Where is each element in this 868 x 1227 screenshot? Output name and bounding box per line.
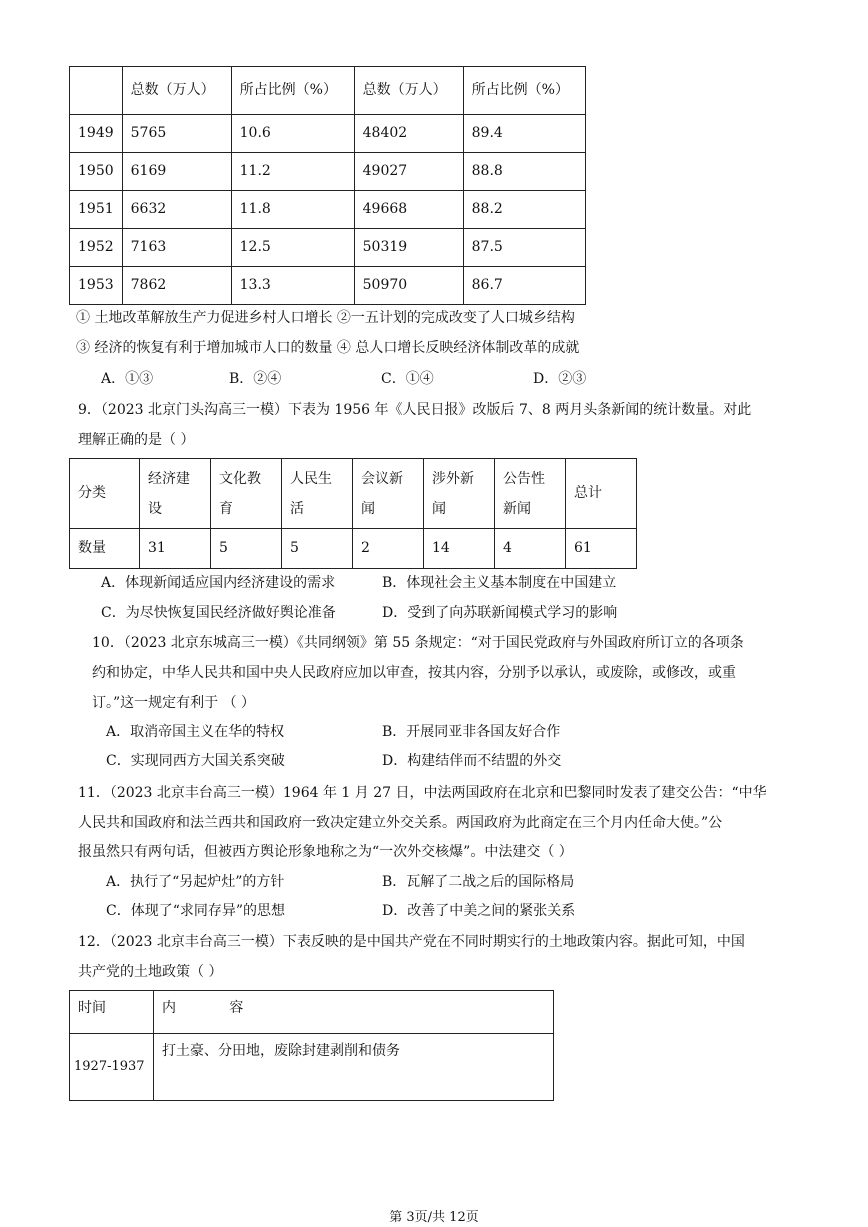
table-cell: 涉外新闻 xyxy=(424,459,495,529)
table-cell: 12.5 xyxy=(231,229,354,267)
table-cell: 89.4 xyxy=(463,115,585,153)
table-header-row xyxy=(70,67,586,115)
table-cell: 经济建设 xyxy=(140,459,211,529)
q10-option-d[interactable]: D．构建结伴而不结盟的外交 xyxy=(382,753,562,769)
table-cell: 87.5 xyxy=(463,229,585,267)
table-cell: 1950 xyxy=(70,153,123,191)
q9-stem-line-1: 9．（2023 北京门头沟高三一模）下表为 1956 年《人民日报》改版后 7、8 两月头条新闻的统计数量。对此 xyxy=(78,402,752,418)
table-cell: 公告性新闻 xyxy=(495,459,566,529)
q11-stem-line-2: 人民共和国政府和法兰西共和国政府一致决定建立外交关系。两国政府为此商定在三个月内任命大使。”公 xyxy=(78,815,723,831)
table-cell: 数量 xyxy=(70,529,140,569)
q8-option-a[interactable]: A．①③ xyxy=(101,371,154,387)
table-cell: 14 xyxy=(424,529,495,569)
q9-option-b[interactable]: B．体现社会主义基本制度在中国建立 xyxy=(382,575,617,591)
table-cell: 总计 xyxy=(566,459,637,529)
q11-option-d[interactable]: D．改善了中美之间的紧张关系 xyxy=(382,903,576,919)
table-row xyxy=(70,191,586,229)
table-cell: 内 容 xyxy=(154,991,554,1034)
table-cell: 分类 xyxy=(70,459,140,529)
land-policy-table xyxy=(69,990,554,1101)
table-row xyxy=(70,153,586,191)
q10-stem-line-2: 约和协定，中华人民共和国中央人民政府应加以审查，按其内容，分别予以承认，或废除，或修改，或重 xyxy=(92,665,736,681)
table-row xyxy=(70,229,586,267)
q12-stem-line-2: 共产党的土地政策（ ） xyxy=(78,964,223,980)
table-cell: 1949 xyxy=(70,115,123,153)
table-cell: 所占比例（%） xyxy=(463,67,585,115)
table-cell: 6169 xyxy=(122,153,231,191)
q12-stem-line-1: 12．（2023 北京丰台高三一模）下表反映的是中国共产党在不同时期实行的土地政策内容。据此可知，中国 xyxy=(78,934,745,950)
table-cell: 所占比例（%） xyxy=(231,67,354,115)
table-cell: 6632 xyxy=(122,191,231,229)
page-number: 第 3页/共 12页 xyxy=(389,1210,479,1225)
population-table xyxy=(69,66,586,305)
q8-option-b[interactable]: B．②④ xyxy=(229,371,282,387)
table-cell: 10.6 xyxy=(231,115,354,153)
table-cell: 48402 xyxy=(354,115,463,153)
q10-option-b[interactable]: B．开展同亚非各国友好合作 xyxy=(382,724,561,740)
q9-option-d[interactable]: D．受到了向苏联新闻模式学习的影响 xyxy=(382,605,618,621)
table-cell: 2 xyxy=(353,529,424,569)
table-cell xyxy=(70,67,123,115)
table-cell: 5 xyxy=(211,529,282,569)
table-cell: 5765 xyxy=(122,115,231,153)
table-cell: 88.2 xyxy=(463,191,585,229)
table-cell: 4 xyxy=(495,529,566,569)
table-cell: 7862 xyxy=(122,267,231,305)
q10-stem-line-3: 订。”这一规定有利于 （ ） xyxy=(92,695,256,711)
q11-option-c[interactable]: C．体现了“求同存异”的思想 xyxy=(106,903,286,919)
q8-statement-1: ① 土地改革解放生产力促进乡村人口增长 ②一五计划的完成改变了人口城乡结构 xyxy=(76,310,575,326)
table-header-row xyxy=(70,459,637,529)
table-cell: 时间 xyxy=(70,991,154,1034)
q9-option-a[interactable]: A．体现新闻适应国内经济建设的需求 xyxy=(101,575,336,591)
q10-stem-line-1: 10．（2023 北京东城高三一模）《共同纲领》第 55 条规定：“对于国民党政府与外国政府所订立的各项条 xyxy=(92,635,744,651)
table-cell: 31 xyxy=(140,529,211,569)
table-cell: 1953 xyxy=(70,267,123,305)
table-cell: 11.2 xyxy=(231,153,354,191)
table-row xyxy=(70,1034,554,1101)
table-cell: 61 xyxy=(566,529,637,569)
q11-stem-line-1: 11．（2023 北京丰台高三一模）1964 年 1 月 27 日，中法两国政府在北京和巴黎同时发表了建交公告：“中华 xyxy=(78,785,767,801)
table-cell: 总数（万人） xyxy=(122,67,231,115)
table-cell: 会议新闻 xyxy=(353,459,424,529)
q11-stem-line-3: 报虽然只有两句话，但被西方舆论形象地称之为“一次外交核爆”。中法建交（ ） xyxy=(78,844,573,860)
table-cell: 总数（万人） xyxy=(354,67,463,115)
table-cell: 打土豪、分田地，废除封建剥削和债务 xyxy=(154,1034,554,1101)
table-cell: 1951 xyxy=(70,191,123,229)
q11-option-b[interactable]: B．瓦解了二战之后的国际格局 xyxy=(382,874,575,890)
q10-option-a[interactable]: A．取消帝国主义在华的特权 xyxy=(106,724,285,740)
news-stats-table xyxy=(69,458,637,569)
q9-option-c[interactable]: C．为尽快恢复国民经济做好舆论准备 xyxy=(101,605,336,621)
table-cell: 5 xyxy=(282,529,353,569)
table-cell: 1952 xyxy=(70,229,123,267)
q11-option-a[interactable]: A．执行了“另起炉灶”的方针 xyxy=(106,874,285,890)
table-cell: 文化教育 xyxy=(211,459,282,529)
table-cell: 49027 xyxy=(354,153,463,191)
table-cell: 88.8 xyxy=(463,153,585,191)
q9-stem-line-2: 理解正确的是（ ） xyxy=(78,432,195,448)
table-cell: 50970 xyxy=(354,267,463,305)
q10-option-c[interactable]: C．实现同西方大国关系突破 xyxy=(106,753,285,769)
q8-statement-2: ③ 经济的恢复有利于增加城市人口的数量 ④ 总人口增长反映经济体制改革的成就 xyxy=(76,340,580,356)
table-cell: 50319 xyxy=(354,229,463,267)
q8-option-c[interactable]: C．①④ xyxy=(381,371,434,387)
table-header-row xyxy=(70,991,554,1034)
table-cell: 49668 xyxy=(354,191,463,229)
table-cell: 1927-1937 xyxy=(70,1034,154,1101)
table-cell: 11.8 xyxy=(231,191,354,229)
table-cell: 86.7 xyxy=(463,267,585,305)
table-row xyxy=(70,529,637,569)
table-cell: 13.3 xyxy=(231,267,354,305)
q8-option-d[interactable]: D．②③ xyxy=(533,371,587,387)
table-row xyxy=(70,267,586,305)
table-cell: 人民生活 xyxy=(282,459,353,529)
table-cell: 7163 xyxy=(122,229,231,267)
table-row xyxy=(70,115,586,153)
